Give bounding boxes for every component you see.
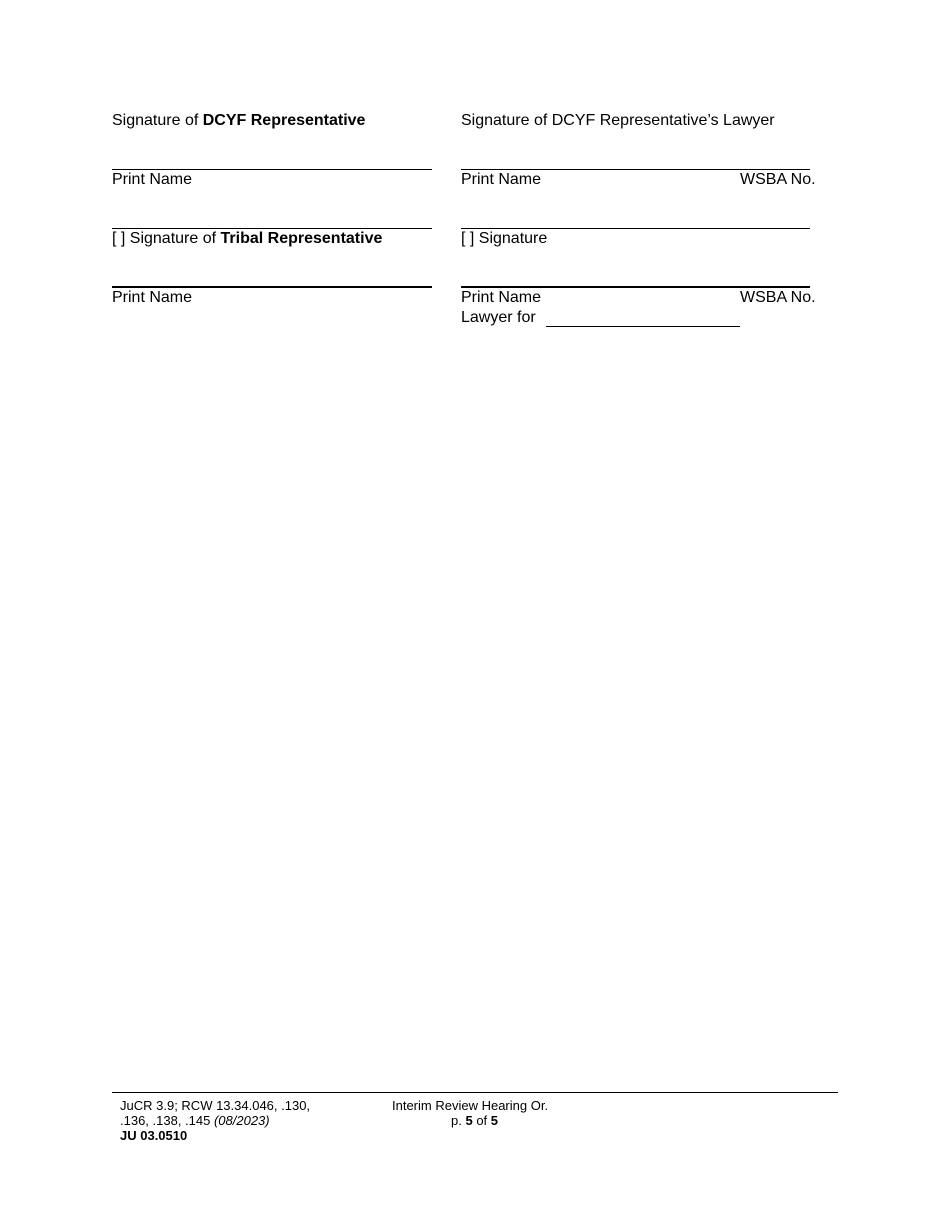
label-text: [ ] Signature of <box>112 230 221 247</box>
footer-rule-citation-2 <box>120 1113 270 1128</box>
citation-text: .136, .138, .145 <box>120 1113 214 1128</box>
print-name-label: Print Name <box>461 171 542 188</box>
tribal-signature-label <box>112 230 382 248</box>
page-total: 5 <box>490 1113 499 1128</box>
print-name-label: Print Name <box>461 289 542 306</box>
label-text: Signature of <box>112 112 203 129</box>
wsba-label: WSBA No. <box>740 171 816 188</box>
lawyer-signature-label: Signature of DCYF Representative’s Lawyer <box>461 112 775 129</box>
footer-rule <box>112 1092 838 1093</box>
lawyer-signature-line[interactable] <box>461 169 810 170</box>
print-name-label: Print Name <box>112 171 193 188</box>
footer-date: (08/2023) <box>213 1113 270 1128</box>
tribal-signature-line[interactable] <box>112 286 432 288</box>
print-name-label: Print Name <box>112 289 193 306</box>
lawyer-for-label: Lawyer for <box>461 309 536 326</box>
label-bold: DCYF Representative <box>202 112 366 129</box>
signature-line[interactable] <box>461 286 810 288</box>
footer-page-number <box>451 1113 498 1128</box>
footer-rule-citation: JuCR 3.9; RCW 13.34.046, .130, <box>120 1098 311 1113</box>
label-bold: Tribal Representative <box>220 230 383 247</box>
dcyf-signature-label <box>112 112 365 130</box>
page-current: 5 <box>465 1113 473 1128</box>
signature-label: [ ] Signature <box>461 230 548 247</box>
print-name-line[interactable] <box>112 228 432 229</box>
footer-form-number: JU 03.0510 <box>120 1128 188 1143</box>
lawyer-for-line[interactable] <box>546 326 740 327</box>
dcyf-signature-line[interactable] <box>112 169 432 170</box>
print-name-line[interactable] <box>461 228 810 229</box>
page-of: of <box>472 1113 491 1128</box>
wsba-label: WSBA No. <box>740 289 816 306</box>
footer-title: Interim Review Hearing Or. <box>392 1098 549 1113</box>
page-prefix: p. <box>451 1113 466 1128</box>
